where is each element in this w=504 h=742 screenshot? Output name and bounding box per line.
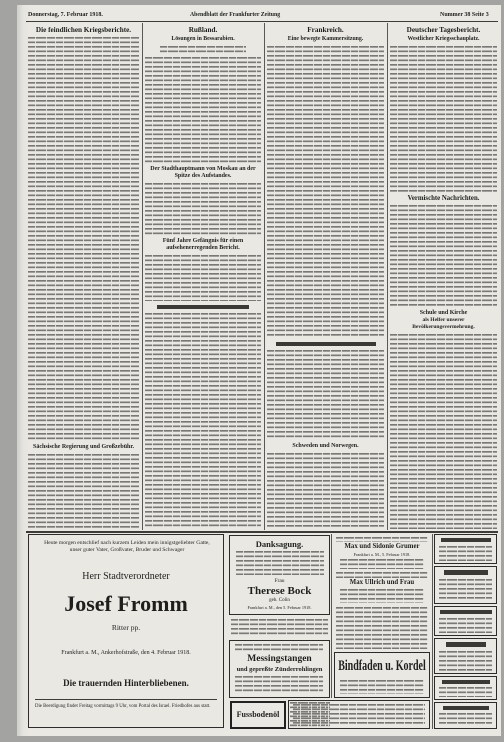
article-text bbox=[267, 46, 384, 338]
brass-ad-text bbox=[235, 676, 323, 693]
classified-ad bbox=[434, 606, 497, 636]
small-ads-text bbox=[336, 607, 428, 649]
classified-ad-text bbox=[439, 687, 492, 697]
article-text bbox=[28, 454, 139, 529]
article-heading-bar bbox=[157, 305, 249, 309]
classified-ad-text bbox=[439, 546, 492, 561]
brass-ad-product: Messingstangen bbox=[247, 654, 312, 664]
classified-ad-text bbox=[439, 713, 492, 726]
article-text bbox=[267, 453, 384, 530]
classified-ad-text bbox=[439, 618, 492, 633]
classified-ad bbox=[434, 566, 497, 604]
article-heading: Fünf Jahre Gefängnis für einen aufsehenerregenden Bericht. bbox=[162, 238, 244, 251]
column-4 bbox=[390, 24, 497, 530]
brass-ad-product-detail: und gepreßte Zünderrohlingen bbox=[236, 666, 323, 673]
article-text bbox=[145, 183, 261, 235]
classified-ad-heading bbox=[442, 680, 490, 684]
obituary-name: Josef Fromm bbox=[64, 591, 188, 616]
small-ad-text bbox=[293, 704, 425, 726]
thanks-salutation: Frau bbox=[274, 578, 285, 584]
column-rule bbox=[142, 23, 143, 530]
thanks-place-date: Frankfurt a. M., den 5. Februar 1918. bbox=[247, 605, 312, 610]
column-subtitle: Eine bewegte Kammersitzung. bbox=[287, 36, 364, 42]
small-ad-text bbox=[231, 619, 328, 637]
classified-ad bbox=[434, 676, 497, 700]
obituary-title: Herr Stadtverordneter bbox=[82, 571, 170, 582]
header-rule bbox=[26, 21, 498, 22]
column-title: Die feindlichen Kriegsberichte. bbox=[35, 26, 132, 34]
obituary-signature: Die trauernden Hinterbliebenen. bbox=[63, 678, 189, 688]
article-text bbox=[390, 334, 497, 529]
column-2 bbox=[145, 24, 261, 530]
brass-ad bbox=[229, 640, 330, 698]
article-heading: Schweden und Norwegen. bbox=[292, 442, 359, 449]
column-title: Rußland. bbox=[188, 26, 218, 34]
classified-ad bbox=[434, 638, 497, 674]
ad-column-rule bbox=[331, 534, 332, 698]
thanks-heading: Danksagung. bbox=[255, 539, 304, 549]
obituary-note: Die Beerdigung findet Freitag vormittags 9 Uhr, vom Portal des Israel. Friedhofes aus statt. bbox=[35, 704, 211, 709]
ads-rule bbox=[26, 531, 498, 533]
announcement-names: Max und Sidonie Grumer bbox=[344, 543, 420, 550]
column-rule bbox=[387, 23, 388, 530]
announcement-text bbox=[340, 589, 424, 603]
announcement-text bbox=[336, 537, 428, 542]
article-subheading: als Helfer unserer Bevölkerungsvermehrung. bbox=[412, 317, 475, 330]
classified-ad-text bbox=[439, 651, 492, 671]
article-heading: Schule und Kirche bbox=[419, 310, 468, 316]
classified-ad-heading bbox=[441, 538, 491, 542]
paper-name: Abendblatt der Frankfurter Zeitung bbox=[190, 12, 281, 18]
issue-number: Nummer 38 Seite 3 bbox=[440, 12, 489, 18]
column-1 bbox=[28, 24, 139, 530]
classified-ad-heading bbox=[440, 610, 492, 614]
article-heading-bar bbox=[276, 342, 376, 346]
article-dateline bbox=[160, 46, 246, 55]
article-text bbox=[145, 255, 261, 301]
article-text bbox=[390, 46, 497, 192]
announcement-text bbox=[336, 572, 428, 578]
announcement-names: Max Ullrich und Frau bbox=[349, 579, 415, 586]
column-subtitle: Westlicher Kriegsschauplatz. bbox=[407, 36, 480, 42]
column-title: Deutscher Tagesbericht. bbox=[406, 26, 481, 34]
article-heading: Vermischte Nachrichten. bbox=[407, 195, 480, 202]
ad-column-rule bbox=[432, 534, 433, 729]
twine-ad-text bbox=[340, 680, 424, 694]
small-ad bbox=[288, 700, 430, 729]
obituary-place-date: Frankfurt a. M., Ankerhofstraße, den 4. Februar 1918. bbox=[61, 650, 191, 656]
floor-oil-product: Fussbodenöl bbox=[236, 710, 280, 719]
article-text bbox=[145, 313, 261, 530]
classified-ad bbox=[434, 534, 497, 564]
classified-ad bbox=[434, 702, 497, 729]
twine-ad bbox=[334, 652, 430, 698]
obituary-rule bbox=[35, 699, 217, 700]
classified-ad-heading bbox=[443, 706, 489, 710]
article-text bbox=[28, 37, 139, 441]
twine-ad-product: Bindfaden u. Kordel bbox=[338, 658, 426, 675]
thanks-name: Therese Bock bbox=[247, 585, 312, 597]
issue-date: Donnerstag, 7. Februar 1918. bbox=[28, 12, 103, 18]
article-heading: Der Stadthauptmann von Moskau an der Spitze des Aufstandes. bbox=[150, 166, 256, 179]
article-heading: Sächsische Regierung und Großzebühr. bbox=[32, 444, 135, 450]
floor-oil-ad bbox=[230, 701, 286, 729]
column-title: Frankreich. bbox=[307, 26, 344, 34]
thanks-ad bbox=[229, 535, 330, 615]
classified-ad-heading bbox=[444, 570, 488, 575]
column-rule bbox=[264, 23, 265, 530]
article-text bbox=[267, 350, 384, 440]
brass-ad-text bbox=[235, 644, 323, 653]
obituary-ad bbox=[28, 534, 224, 728]
announcement-text bbox=[340, 559, 424, 569]
article-text bbox=[390, 205, 497, 307]
thanks-maiden-name: geb. Colin bbox=[269, 598, 290, 603]
thanks-text bbox=[236, 551, 324, 575]
classified-ad-heading bbox=[446, 642, 486, 647]
column-subtitle: Lösungen in Bessarabien. bbox=[171, 36, 235, 42]
announcement-place-date: Frankfurt a. M., 5. Februar 1918. bbox=[353, 552, 411, 557]
obituary-honor: Ritter pp. bbox=[111, 623, 141, 632]
classified-ad-text bbox=[439, 579, 492, 601]
obituary-intro: Heute morgen entschlief nach kurzem Leiden mein innigstgeliebter Gatte, unser guter Vater, Großvater, Bruder und Schwager bbox=[44, 540, 210, 553]
article-text bbox=[145, 57, 261, 163]
column-3 bbox=[267, 24, 384, 530]
